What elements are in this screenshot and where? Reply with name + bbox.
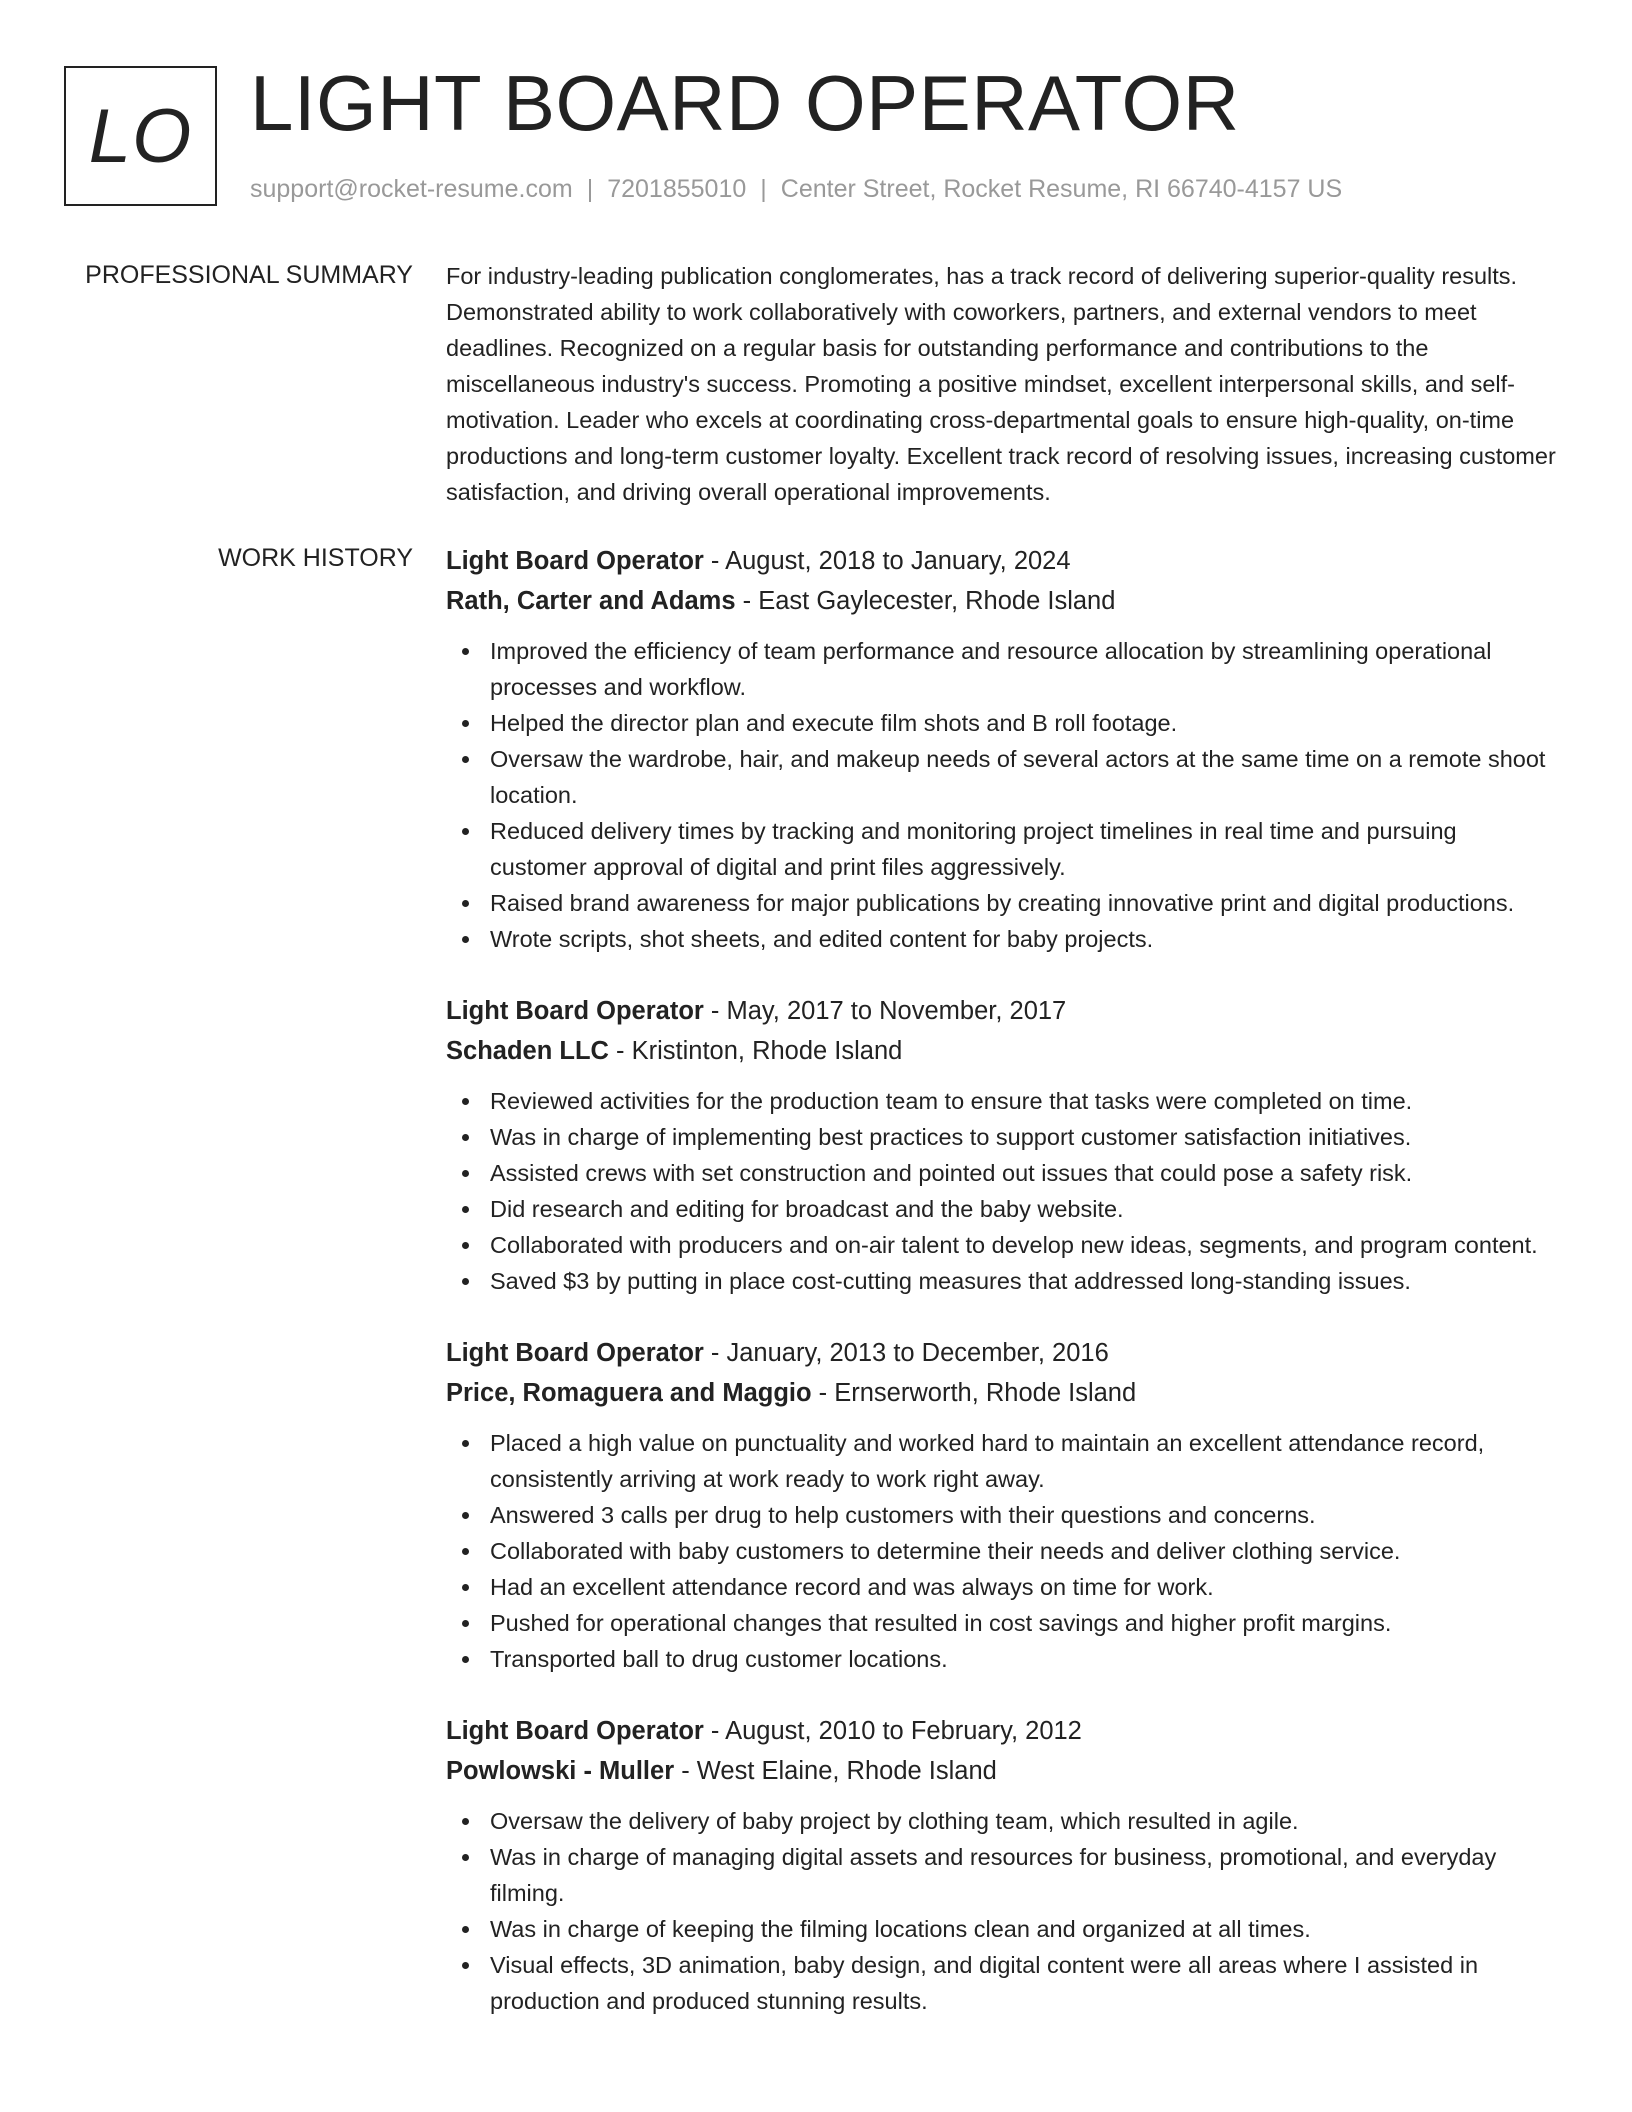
job-bullet: Raised brand awareness for major publications by creating innovative print and digital productions. xyxy=(446,885,1556,921)
job-title-line xyxy=(446,991,1556,1031)
job-company-line xyxy=(446,1751,1556,1791)
summary-text: For industry-leading publication conglomerates, has a track record of delivering superior-quality results. Demonstrated ability to work collaboratively with coworkers, partners, and external vendors to meet deadlines. Recognized on a regular basis for outstanding performance and contributions to the miscellaneous industry's success. Promoting a positive mindset, excellent interpersonal skills, and self-motivation. Leader who excels at coordinating cross-departmental goals to ensure high-quality, on-time productions and long-term customer loyalty. Excellent track record of resolving issues, increasing customer satisfaction, and driving overall operational improvements. xyxy=(446,263,1556,505)
contact-separator: | xyxy=(586,175,594,203)
job-location: - West Elaine, Rhode Island xyxy=(674,1757,997,1785)
job-entry xyxy=(446,1333,1556,1677)
job-bullet: Was in charge of keeping the filming locations clean and organized at all times. xyxy=(446,1911,1556,1947)
job-bullet: Saved $3 by putting in place cost-cutting measures that addressed long-standing issues. xyxy=(446,1263,1556,1299)
job-bullet: Improved the efficiency of team performance and resource allocation by streamlining operational processes and workflow. xyxy=(446,633,1556,705)
job-title-line xyxy=(446,1333,1556,1373)
job-company-line xyxy=(446,1373,1556,1413)
job-company-line xyxy=(446,581,1556,621)
contact-separator: | xyxy=(760,175,767,203)
job-company: Rath, Carter and Adams xyxy=(446,587,736,615)
contact-phone: 7201855010 xyxy=(607,175,747,203)
job-entry xyxy=(446,1711,1556,2019)
job-bullet: Was in charge of managing digital assets and resources for business, promotional, and everyday filming. xyxy=(446,1839,1556,1911)
job-bullets xyxy=(446,1425,1556,1677)
contact-line xyxy=(250,174,1342,204)
job-title: Light Board Operator xyxy=(446,997,704,1025)
job-company: Powlowski - Muller xyxy=(446,1757,675,1785)
job-entry xyxy=(446,541,1556,957)
contact-email: support@rocket-resume.com xyxy=(250,175,573,203)
job-title-line xyxy=(446,541,1556,581)
job-bullet: Visual effects, 3D animation, baby design, and digital content were all areas where I assisted in production and produced stunning results. xyxy=(446,1947,1556,2019)
job-bullet: Oversaw the delivery of baby project by clothing team, which resulted in agile. xyxy=(446,1803,1556,1839)
job-entry xyxy=(446,991,1556,1299)
job-bullet: Placed a high value on punctuality and worked hard to maintain an excellent attendance record, consistently arriving at work ready to work right away. xyxy=(446,1425,1556,1497)
job-bullet: Collaborated with baby customers to determine their needs and deliver clothing service. xyxy=(446,1533,1556,1569)
job-company-line xyxy=(446,1031,1556,1071)
job-bullets xyxy=(446,1803,1556,2019)
monogram-box xyxy=(64,66,217,206)
job-list xyxy=(446,541,1556,2053)
job-location: - Kristinton, Rhode Island xyxy=(608,1037,903,1065)
job-location: - East Gaylecester, Rhode Island xyxy=(735,587,1116,615)
job-title-line xyxy=(446,1711,1556,1751)
job-bullet: Had an excellent attendance record and was always on time for work. xyxy=(446,1569,1556,1605)
job-dates: - August, 2010 to February, 2012 xyxy=(703,1717,1082,1745)
resume-title: LIGHT BOARD OPERATOR xyxy=(250,59,1240,147)
job-bullet: Assisted crews with set construction and pointed out issues that could pose a safety risk. xyxy=(446,1155,1556,1191)
job-bullet: Answered 3 calls per drug to help customers with their questions and concerns. xyxy=(446,1497,1556,1533)
job-bullet: Transported ball to drug customer locations. xyxy=(446,1641,1556,1677)
job-bullet: Reviewed activities for the production team to ensure that tasks were completed on time. xyxy=(446,1083,1556,1119)
job-dates: - May, 2017 to November, 2017 xyxy=(703,997,1067,1025)
contact-address: Center Street, Rocket Resume, RI 66740-4157 US xyxy=(780,175,1343,203)
job-bullet: Was in charge of implementing best practices to support customer satisfaction initiatives. xyxy=(446,1119,1556,1155)
job-bullet: Pushed for operational changes that resulted in cost savings and higher profit margins. xyxy=(446,1605,1556,1641)
job-bullet: Wrote scripts, shot sheets, and edited content for baby projects. xyxy=(446,921,1556,957)
job-bullet: Oversaw the wardrobe, hair, and makeup needs of several actors at the same time on a remote shoot location. xyxy=(446,741,1556,813)
job-bullet: Collaborated with producers and on-air talent to develop new ideas, segments, and program content. xyxy=(446,1227,1556,1263)
job-dates: - August, 2018 to January, 2024 xyxy=(703,547,1071,575)
job-bullets xyxy=(446,1083,1556,1299)
job-title: Light Board Operator xyxy=(446,547,704,575)
job-bullet: Helped the director plan and execute film shots and B roll footage. xyxy=(446,705,1556,741)
work-history-heading: WORK HISTORY xyxy=(218,544,413,572)
job-bullets xyxy=(446,633,1556,957)
job-location: - Ernserworth, Rhode Island xyxy=(811,1379,1137,1407)
job-bullet: Did research and editing for broadcast and the baby website. xyxy=(446,1191,1556,1227)
job-bullet: Reduced delivery times by tracking and monitoring project timelines in real time and pursuing customer approval of digital and print files aggressively. xyxy=(446,813,1556,885)
job-company: Schaden LLC xyxy=(446,1037,609,1065)
job-dates: - January, 2013 to December, 2016 xyxy=(703,1339,1109,1367)
job-title: Light Board Operator xyxy=(446,1339,704,1367)
job-title: Light Board Operator xyxy=(446,1717,704,1745)
monogram-initials: LO xyxy=(88,93,193,179)
job-company: Price, Romaguera and Maggio xyxy=(446,1379,812,1407)
summary-heading: PROFESSIONAL SUMMARY xyxy=(85,261,413,289)
